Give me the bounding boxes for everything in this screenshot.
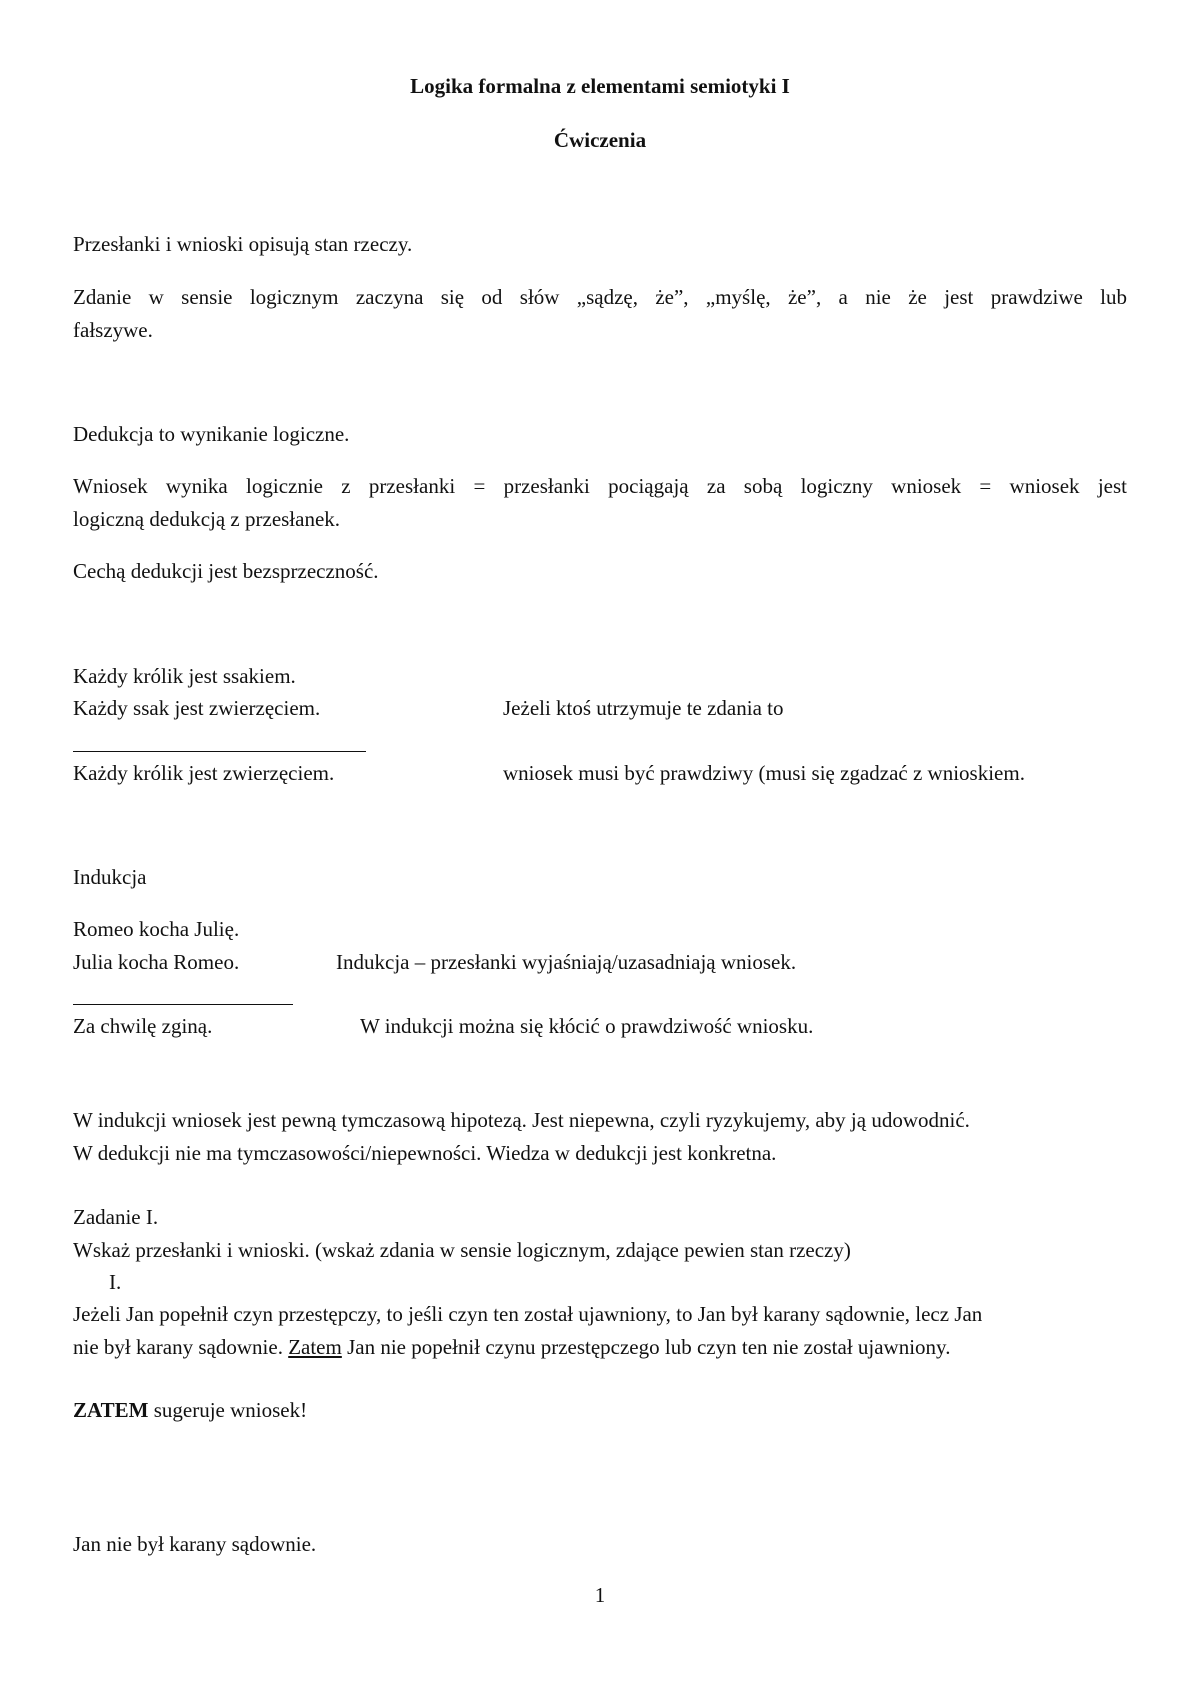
intro-paragraph-2-line-2: fałszywe. — [73, 318, 153, 342]
deduction-paragraph-1: Dedukcja to wynikanie logiczne. — [73, 422, 350, 446]
induction-note-2: W indukcji można się kłócić o prawdziwość wniosku. — [360, 1014, 814, 1038]
intro-paragraph-1: Przesłanki i wnioski opisują stan rzeczy. — [73, 232, 413, 256]
syllogism-conclusion-rule — [73, 751, 366, 752]
document-subtitle: Ćwiczenia — [553, 128, 647, 152]
induction-premise-2: Julia kocha Romeo. — [73, 950, 240, 974]
deduction-paragraph-2-line-1: Wniosek wynika logicznie z przesłanki = przesłanki pociągają za sobą logiczny wniosek = wniosek jest — [73, 474, 1127, 498]
task-text-line-1: Jeżeli Jan popełnił czyn przestępczy, to jeśli czyn ten został ujawniony, to Jan był karany sądownie, lecz Jan — [73, 1302, 983, 1326]
comparison-line-2: W dedukcji nie ma tymczasowości/niepewności. Wiedza w dedukcji jest konkretna. — [73, 1141, 777, 1165]
task-final-line: Jan nie był karany sądownie. — [73, 1532, 317, 1556]
task-instruction: Wskaż przesłanki i wnioski. (wskaż zdania w sensie logicznym, zdające pewien stan rzeczy) — [73, 1238, 851, 1262]
task-text-line-2-end: Jan nie popełnił czynu przestępczego lub czyn ten nie został ujawniony. — [341, 1335, 951, 1359]
syllogism-conclusion: Każdy królik jest zwierzęciem. — [73, 761, 335, 785]
induction-conclusion: Za chwilę zginą. — [73, 1014, 213, 1038]
task-item-number: I. — [109, 1270, 122, 1294]
intro-paragraph-2-line-1: Zdanie w sensie logicznym zaczyna się od słów „sądzę, że”, „myślę, że”, a nie że jest prawdziwe lub — [73, 285, 1127, 309]
deduction-paragraph-2-line-2: logiczną dedukcją z przesłanek. — [73, 507, 341, 531]
comparison-line-1: W indukcji wniosek jest pewną tymczasową hipotezą. Jest niepewna, czyli ryzykujemy, aby ją udowodnić. — [73, 1108, 970, 1132]
task-heading: Zadanie I. — [73, 1205, 159, 1229]
document-title: Logika formalna z elementami semiotyki I — [410, 74, 790, 98]
induction-premise-1: Romeo kocha Julię. — [73, 917, 240, 941]
zatem-note — [73, 1398, 307, 1423]
task-text-line-2-start: nie był karany sądownie. — [73, 1335, 289, 1359]
syllogism-note-1: Jeżeli ktoś utrzymuje te zdania to — [503, 696, 784, 720]
zatem-note-rest: sugeruje wniosek! — [148, 1398, 308, 1422]
syllogism-note-2: wniosek musi być prawdziwy (musi się zgadzać z wnioskiem. — [503, 761, 1025, 785]
syllogism-premise-1: Każdy królik jest ssakiem. — [73, 664, 296, 688]
induction-heading: Indukcja — [73, 865, 147, 889]
induction-conclusion-rule — [73, 1004, 293, 1005]
zatem-keyword: ZATEM — [73, 1398, 149, 1422]
deduction-paragraph-3: Cechą dedukcji jest bezsprzeczność. — [73, 559, 379, 583]
syllogism-premise-2: Każdy ssak jest zwierzęciem. — [73, 696, 321, 720]
page-number: 1 — [594, 1583, 606, 1607]
induction-note-1: Indukcja – przesłanki wyjaśniają/uzasadniają wniosek. — [336, 950, 797, 974]
zatem-underlined: Zatem — [288, 1335, 342, 1359]
task-text-line-2 — [73, 1335, 950, 1360]
